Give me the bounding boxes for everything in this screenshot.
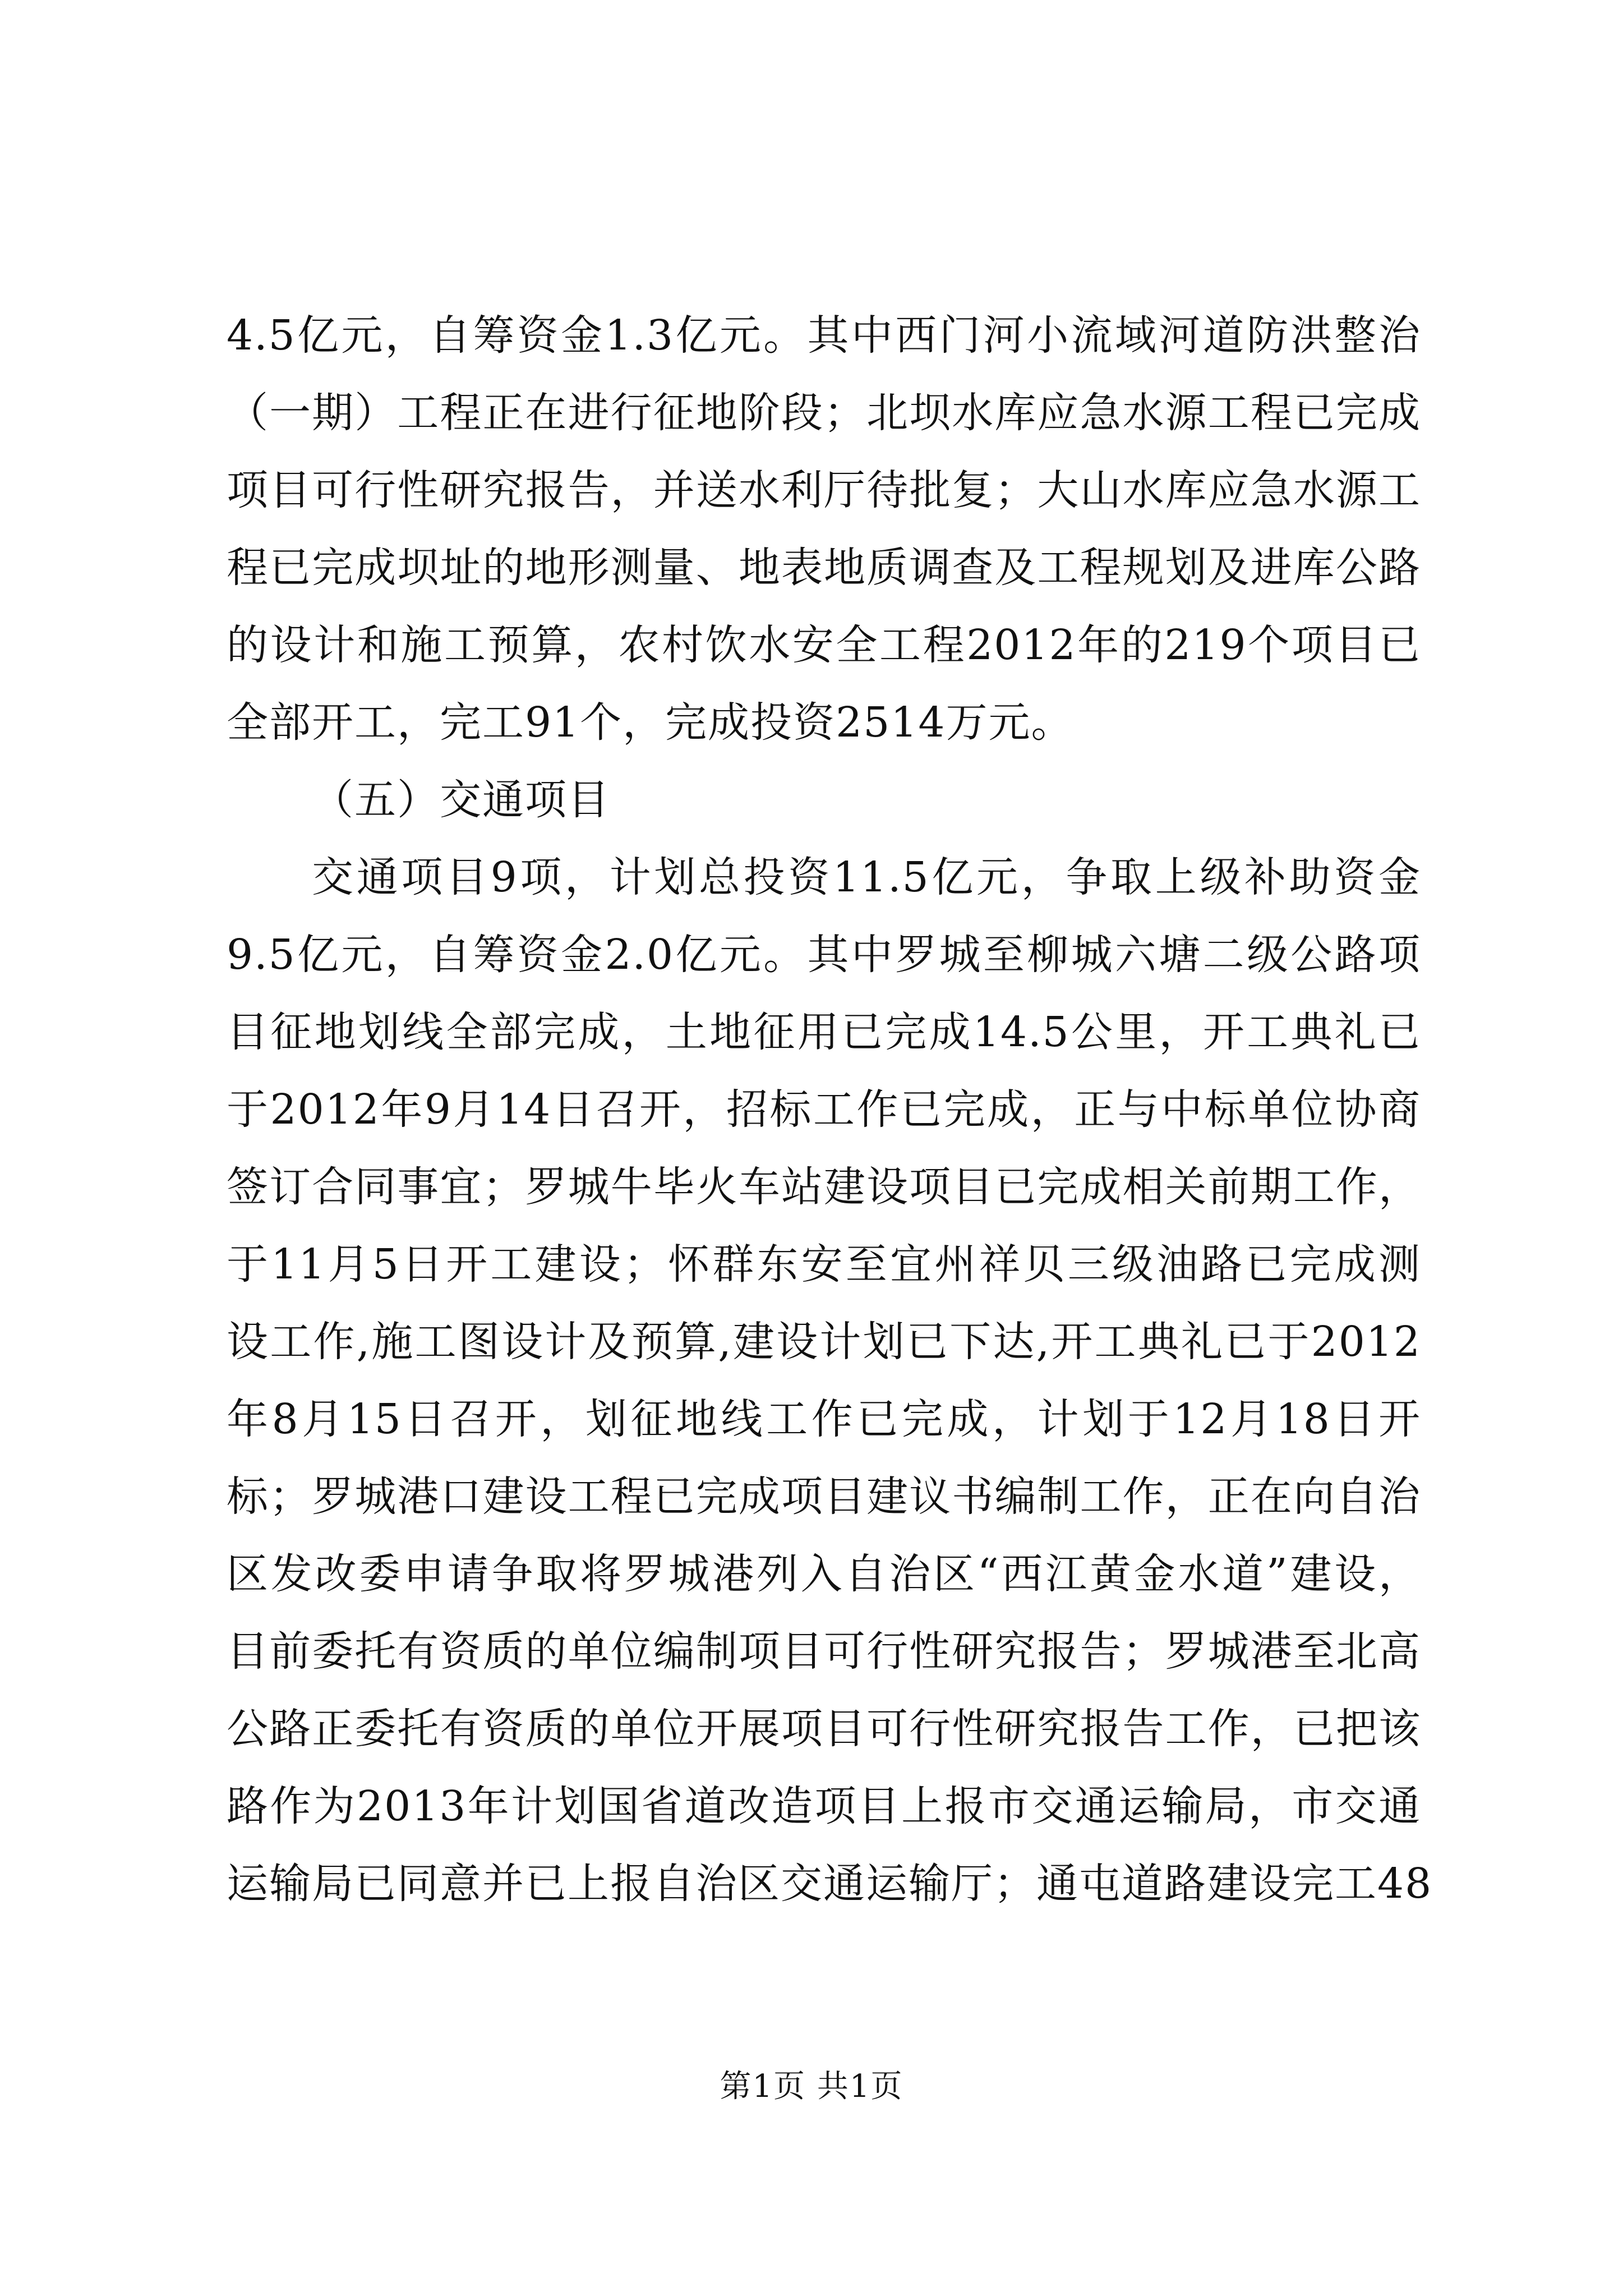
paragraph-line-13: 于11月5日开工建设；怀群东安至宜州祥贝三级油路已完成测 (227, 1240, 1421, 1289)
paragraph-line-4: 程已完成坝址的地形测量、地表地质调查及工程规划及进库公路 (227, 544, 1421, 592)
paragraph-line-12: 签订合同事宜；罗城牛毕火车站建设项目已完成相关前期工作， (227, 1163, 1421, 1211)
paragraph-line-3: 项目可行性研究报告，并送水利厅待批复；大山水库应急水源工 (227, 466, 1421, 514)
paragraph-line-20: 路作为2013年计划国省道改造项目上报市交通运输局，市交通 (227, 1782, 1421, 1830)
paragraph-line-16: 标；罗城港口建设工程已完成项目建议书编制工作，正在向自治 (227, 1473, 1421, 1521)
section-heading: （五）交通项目 (312, 776, 610, 824)
paragraph-line-21: 运输局已同意并已上报自治区交通运输厅；通屯道路建设完工48 (227, 1860, 1433, 1908)
paragraph-line-15: 年8月15日召开，划征地线工作已完成，计划于12月18日开 (227, 1395, 1421, 1443)
paragraph-line-1: 4.5亿元，自筹资金1.3亿元。其中西门河小流域河道防洪整治 (227, 311, 1421, 360)
paragraph-line-9: 9.5亿元，自筹资金2.0亿元。其中罗城至柳城六塘二级公路项 (227, 931, 1421, 979)
paragraph-line-6: 全部开工，完工91个，完成投资2514万元。 (227, 698, 1074, 747)
paragraph-line-19: 公路正委托有资质的单位开展项目可行性研究报告工作，已把该 (227, 1705, 1421, 1753)
paragraph-line-8: 交通项目9项，计划总投资11.5亿元，争取上级补助资金 (312, 853, 1421, 901)
paragraph-line-11: 于2012年9月14日召开，招标工作已完成，正与中标单位协商 (227, 1085, 1421, 1134)
paragraph-line-5: 的设计和施工预算，农村饮水安全工程2012年的219个项目已 (227, 621, 1421, 669)
paragraph-line-17: 区发改委申请争取将罗城港列入自治区“西江黄金水道”建设， (227, 1550, 1421, 1598)
paragraph-line-14: 设工作,施工图设计及预算,建设计划已下达,开工典礼已于2012 (227, 1318, 1421, 1366)
paragraph-line-10: 目征地划线全部完成，土地征用已完成14.5公里，开工典礼已 (227, 1008, 1421, 1056)
page-footer: 第1页 共1页 (720, 2068, 903, 2105)
paragraph-line-18: 目前委托有资质的单位编制项目可行性研究报告；罗城港至北高 (227, 1627, 1421, 1676)
paragraph-line-2: （一期）工程正在进行征地阶段；北坝水库应急水源工程已完成 (227, 389, 1421, 437)
